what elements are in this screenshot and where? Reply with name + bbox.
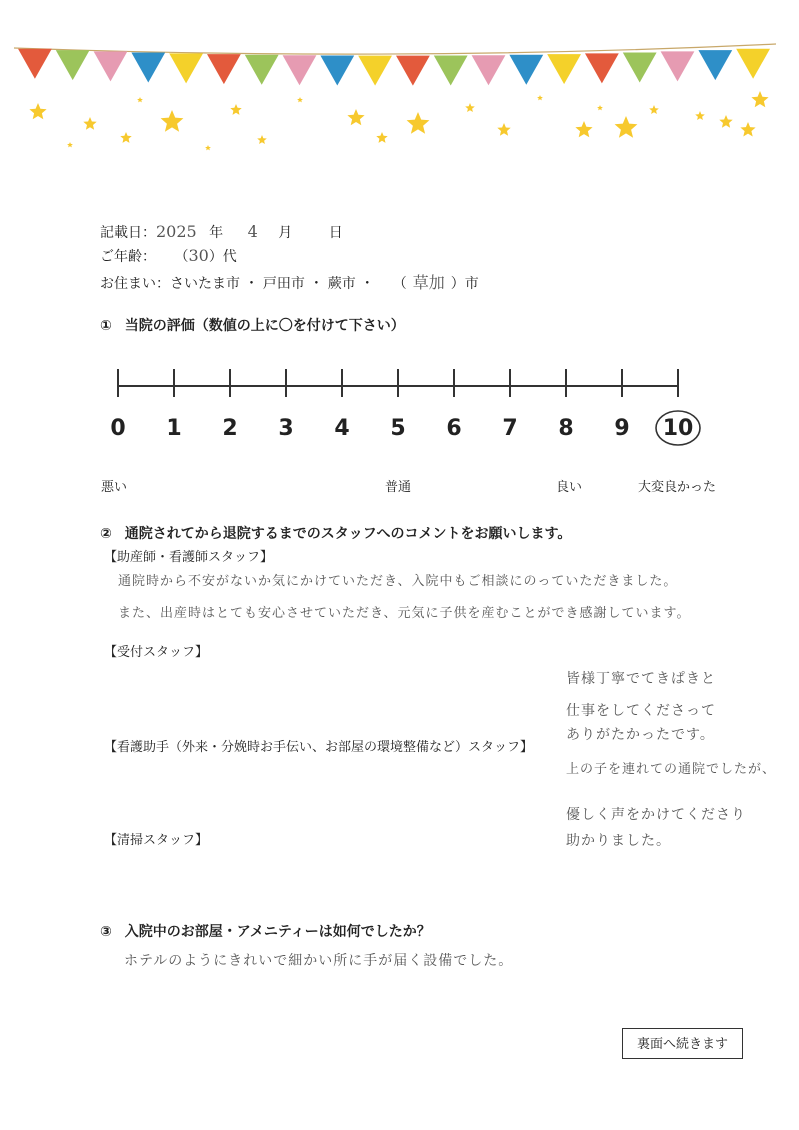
year-unit: 年	[209, 225, 224, 241]
staff-cleaning-heading: 【清掃スタッフ】	[104, 833, 209, 848]
age-close: ）代	[208, 249, 237, 265]
side-note-line-2: 仕事をしてくださって	[566, 703, 716, 719]
scale-number-4[interactable]: 4	[334, 416, 350, 441]
residence-label: お住まい：	[100, 276, 170, 292]
staff-reception-heading: 【受付スタッフ】	[104, 645, 209, 660]
scale-number-5[interactable]: 5	[390, 416, 406, 441]
staff-assistant-heading: 【看護助手（外来・分娩時お手伝い、お部屋の環境整備など）スタッフ】	[104, 740, 534, 755]
section3-comment: ホテルのようにきれいで細かい所に手が届く設備でした。	[124, 953, 514, 969]
scale-number-7[interactable]: 7	[502, 416, 518, 441]
month-unit: 月	[278, 225, 293, 241]
label-very-good: 大変良かった	[638, 480, 717, 495]
scale-number-9[interactable]: 9	[614, 416, 630, 441]
midwife-comment-line-1: 通院時から不安がないか気にかけていただき、入院中もご相談にのっていただきました。	[118, 574, 678, 589]
scale-number-10[interactable]: 10	[662, 416, 694, 441]
section3-title	[100, 921, 431, 941]
year-value: 2025	[156, 222, 197, 241]
age-label: ご年齢：	[100, 249, 156, 265]
residence-options: さいたま市 ・ 戸田市 ・ 蕨市 ・	[170, 276, 375, 292]
scale-number-2[interactable]: 2	[222, 416, 238, 441]
scale-number-8[interactable]: 8	[558, 416, 574, 441]
residence-open: （	[392, 276, 407, 292]
month-value: 4	[247, 222, 258, 241]
residence-close: ）市	[450, 276, 479, 292]
side-note-line-4: 上の子を連れての通院でしたが、	[566, 762, 777, 777]
date-label: 記載日：	[100, 225, 156, 241]
side-note-line-6: 助かりました。	[566, 833, 671, 849]
section2-number: ②	[100, 526, 112, 542]
scale-number-0[interactable]: 0	[110, 416, 126, 441]
staff-midwife-heading: 【助産師・看護師スタッフ】	[104, 550, 274, 565]
section1-number: ①	[100, 318, 112, 334]
label-normal: 普通	[385, 480, 412, 495]
side-note-line-3: ありがたかったです。	[566, 727, 715, 743]
age-open: （	[174, 249, 189, 265]
day-unit: 日	[328, 225, 343, 241]
label-bad: 悪い	[101, 480, 128, 495]
rating-scale	[0, 0, 799, 470]
side-note-line-5: 優しく声をかけてくださり	[566, 807, 746, 823]
scale-number-3[interactable]: 3	[278, 416, 294, 441]
section2-title-text: 通院されてから退院するまでのスタッフへのコメントをお願いします。	[124, 526, 572, 542]
section2-title	[100, 523, 571, 543]
label-good: 良い	[556, 480, 583, 495]
scale-number-1[interactable]: 1	[166, 416, 182, 441]
midwife-comment-line-2: また、出産時はとても安心させていただき、元気に子供を産むことができ感謝しています。	[118, 606, 691, 621]
side-note-line-1: 皆様丁寧でてきぱきと	[566, 671, 716, 687]
age-value: 30	[188, 246, 209, 265]
continue-notice: 裏面へ続きます	[622, 1028, 743, 1059]
section3-title-text: 入院中のお部屋・アメニティーは如何でしたか？	[124, 924, 431, 940]
residence-value: 草加	[412, 273, 445, 292]
scale-number-6[interactable]: 6	[446, 416, 462, 441]
section3-number: ③	[100, 924, 112, 940]
section1-title-text: 当院の評価（数値の上に〇を付けて下さい）	[124, 318, 405, 334]
